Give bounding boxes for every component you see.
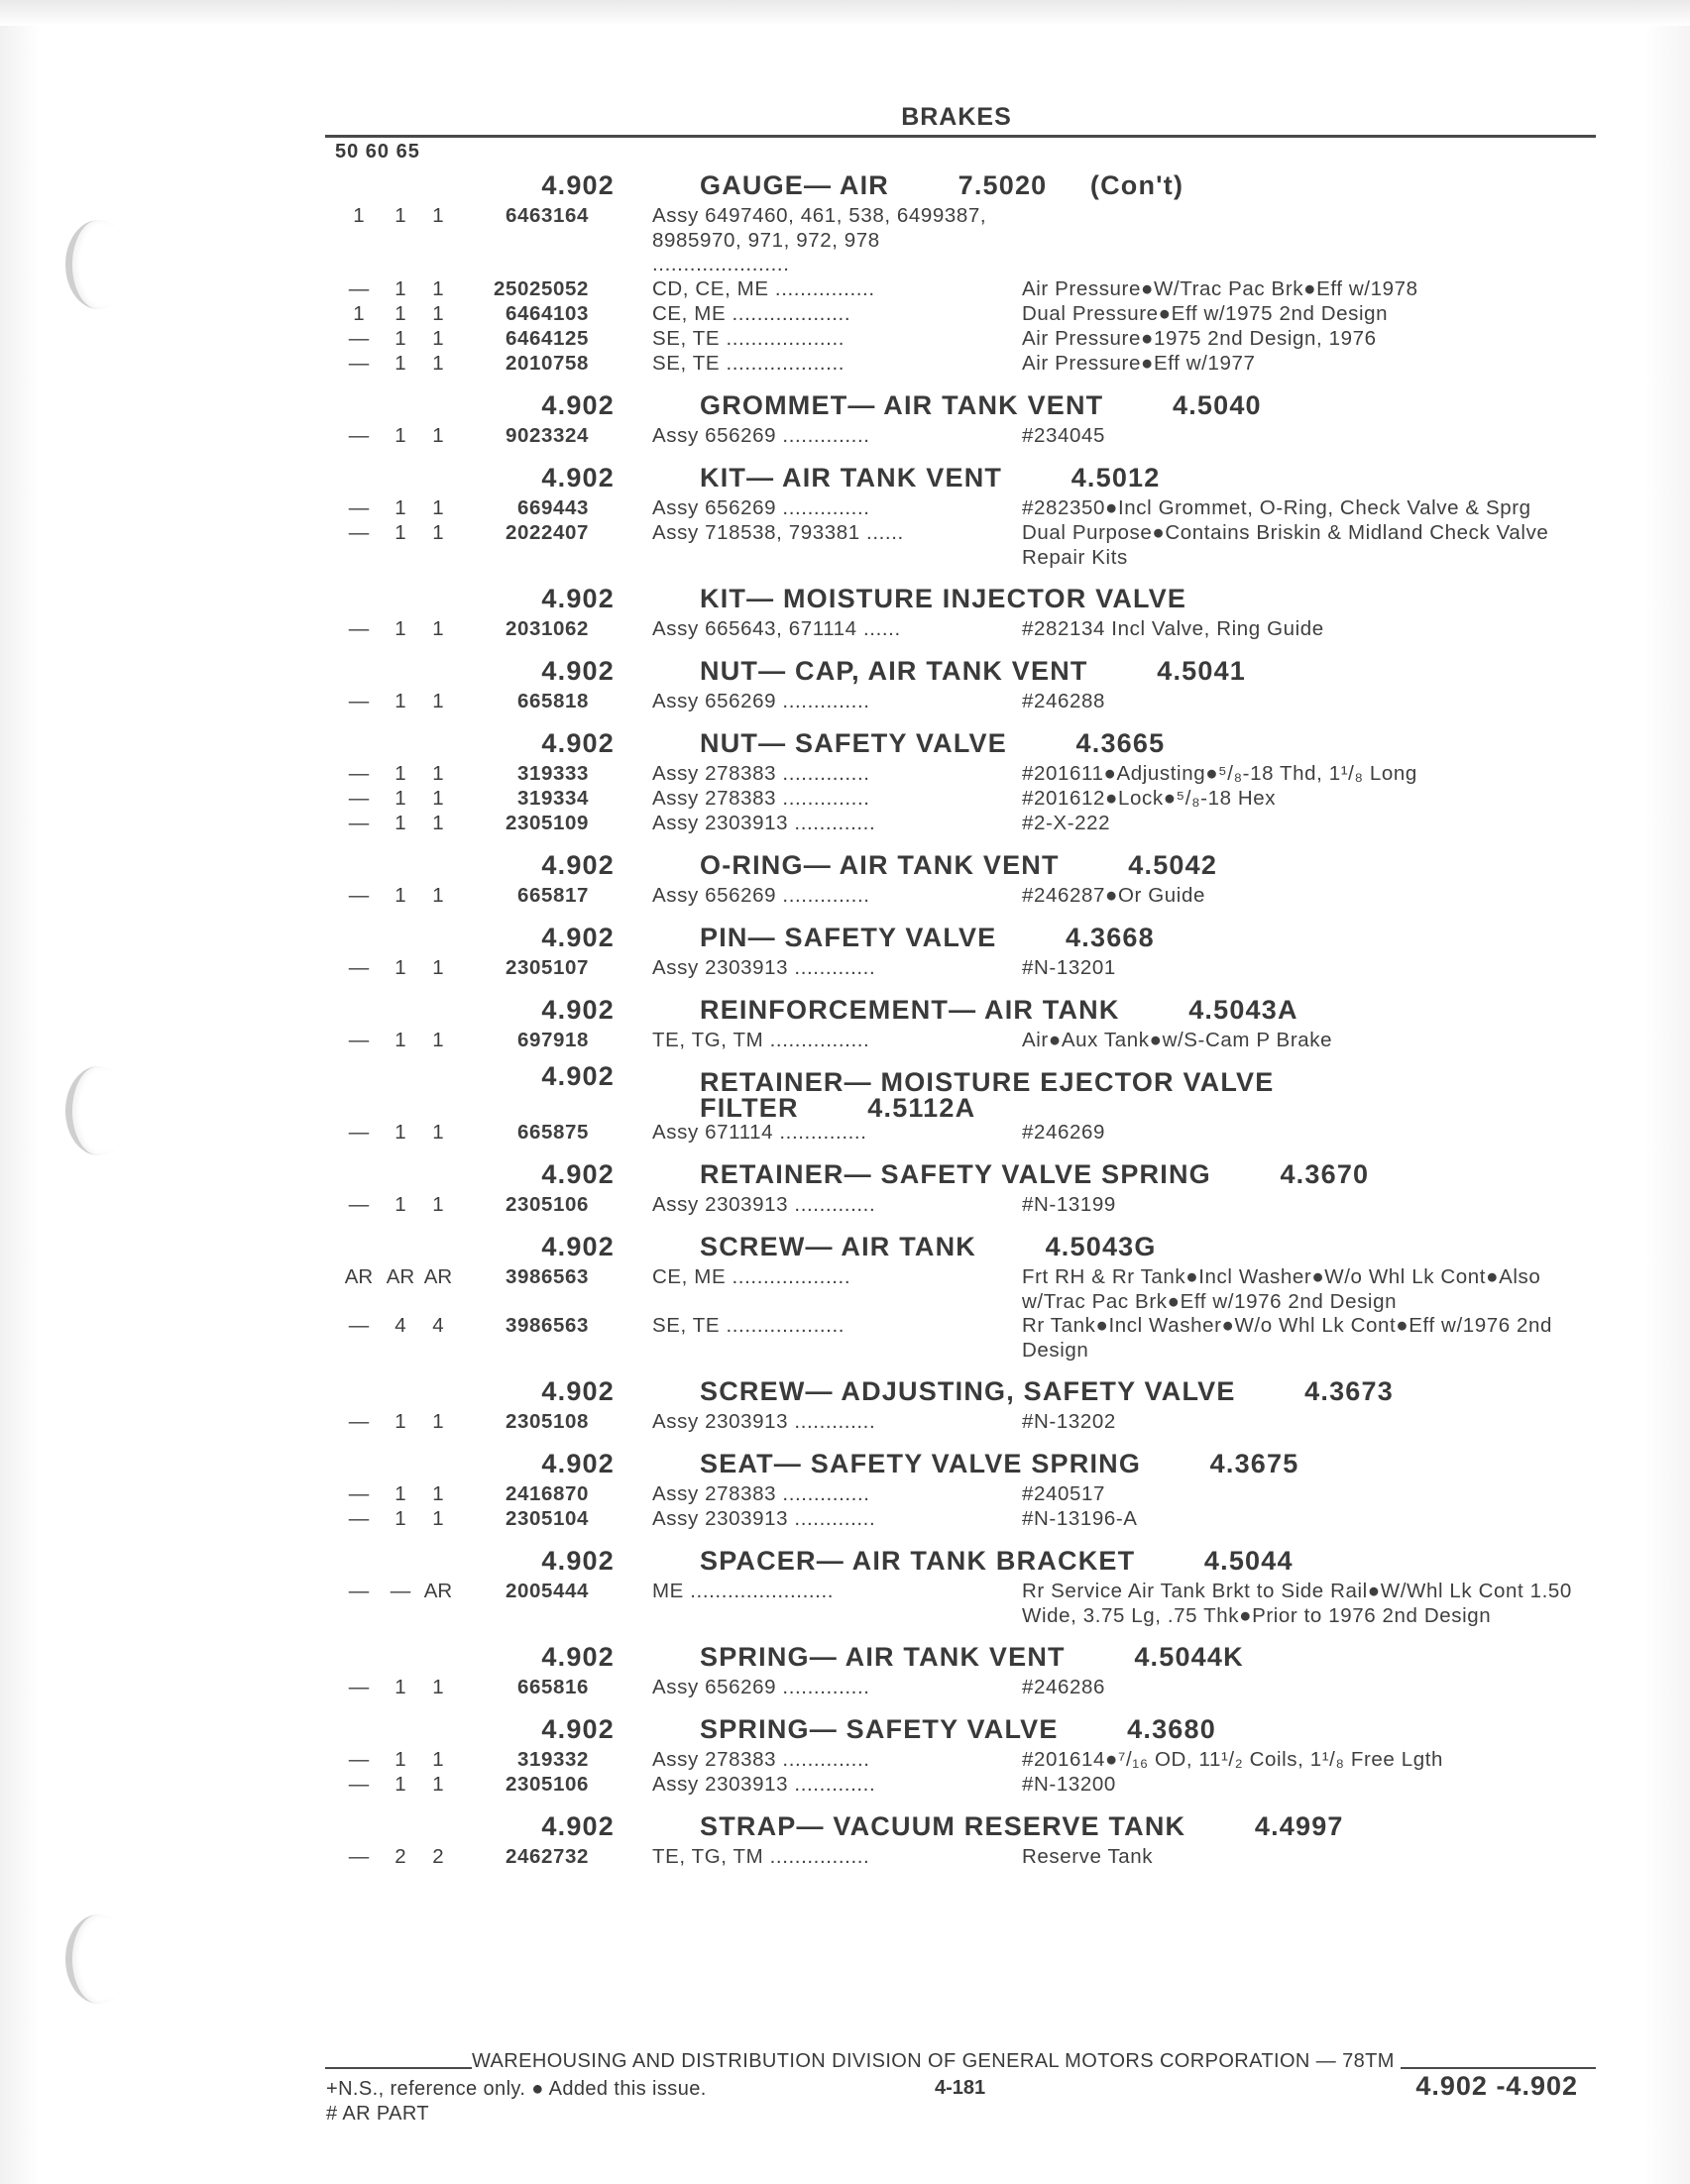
part-number: 319332 <box>516 1748 589 1771</box>
section-heading <box>0 652 1690 690</box>
qty-1960: 1 <box>394 1193 406 1216</box>
qty-1965: 1 <box>432 424 444 447</box>
section-code: 4.902 <box>541 1642 615 1672</box>
section-heading <box>0 991 1690 1029</box>
description-text: Dual Purpose●Contains Briskin & Midland Check Valve Repair Kits <box>1022 521 1549 569</box>
application-text: Assy 278383 .............. <box>652 1748 870 1771</box>
qty-1960: 1 <box>394 1748 406 1771</box>
section-code: 4.902 <box>541 1061 615 1091</box>
footer-rule-right <box>1401 2067 1596 2069</box>
part-number: 665818 <box>516 690 589 712</box>
header-rule <box>325 135 1596 138</box>
part-row <box>0 424 1690 449</box>
description-text: Air Pressure●1975 2nd Design, 1976 <box>1022 327 1377 350</box>
part-row <box>0 1193 1690 1218</box>
qty-1960: 1 <box>394 302 406 325</box>
section-title: RETAINER— MOISTURE EJECTOR VALVE FILTER 4.5112A <box>700 1067 1275 1123</box>
application-text: TE, TG, TM ................ <box>652 1029 870 1051</box>
section-code: 4.902 <box>541 923 615 952</box>
qty-1950: — <box>348 1482 370 1505</box>
application-text: TE, TG, TM ................ <box>652 1845 870 1868</box>
qty-1960: 1 <box>394 812 406 834</box>
qty-1960: 1 <box>394 617 406 640</box>
qty-1950: — <box>348 352 370 375</box>
description-text: Rr Tank●Incl Washer●W/o Whl Lk Cont●Eff w/1976 2nd Design <box>1022 1314 1553 1362</box>
application-text: Assy 656269 .............. <box>652 690 870 712</box>
application-text: Assy 6497460, 461, 538, 6499387, 8985970, 971, 972, 978 ...................... <box>652 204 993 275</box>
application-text: CE, ME ................... <box>652 302 851 325</box>
qty-1950: — <box>348 1029 370 1051</box>
part-number: 2022407 <box>505 521 589 544</box>
section-heading <box>0 1542 1690 1580</box>
description-text: #246269 <box>1022 1121 1106 1144</box>
part-number: 2031062 <box>505 617 589 640</box>
qty-1965: 1 <box>432 521 444 544</box>
part-number: 665817 <box>516 884 589 907</box>
part-row <box>0 1748 1690 1773</box>
section-title: SPACER— AIR TANK BRACKET 4.5044 <box>700 1546 1294 1576</box>
qty-1965: 1 <box>432 690 444 712</box>
section-code: 4.902 <box>541 584 615 613</box>
section-title: GAUGE— AIR 7.5020 (Con't) <box>700 170 1184 200</box>
section-code: 4.902 <box>541 1546 615 1576</box>
qty-1965: 1 <box>432 1507 444 1530</box>
part-number: 6463164 <box>505 204 589 227</box>
part-number: 2305108 <box>505 1410 589 1433</box>
section-heading <box>0 1228 1690 1265</box>
footer-note-ar: # AR PART <box>326 2103 430 2125</box>
qty-1965: 1 <box>432 1121 444 1144</box>
application-text: Assy 278383 .............. <box>652 762 870 785</box>
qty-1960: 1 <box>394 496 406 519</box>
section-title: SPRING— SAFETY VALVE 4.3680 <box>700 1714 1216 1744</box>
description-text: Air Pressure●W/Trac Pac Brk●Eff w/1978 <box>1022 277 1418 300</box>
application-text: CE, ME ................... <box>652 1265 851 1288</box>
section-heading <box>0 1807 1690 1845</box>
description-text: #246288 <box>1022 690 1106 712</box>
section-heading <box>0 1445 1690 1482</box>
footer-note-ns: +N.S., reference only. ● Added this issue. <box>326 2078 707 2100</box>
part-number: 6464125 <box>505 327 589 350</box>
qty-1950: — <box>348 1773 370 1796</box>
description-text: #282134 Incl Valve, Ring Guide <box>1022 617 1324 640</box>
qty-1965: 1 <box>432 1029 444 1051</box>
part-row <box>0 1029 1690 1053</box>
qty-1965: 1 <box>432 762 444 785</box>
part-number: 25025052 <box>493 277 589 300</box>
description-text: Air Pressure●Eff w/1977 <box>1022 352 1256 375</box>
qty-1950: — <box>348 787 370 810</box>
part-row <box>0 1507 1690 1532</box>
qty-1960: — <box>390 1580 411 1602</box>
qty-1950: — <box>348 1580 370 1602</box>
qty-1950: — <box>348 1748 370 1771</box>
qty-1960: AR <box>386 1265 415 1288</box>
qty-1950: — <box>348 1314 370 1337</box>
application-text: Assy 2303913 ............. <box>652 1773 876 1796</box>
part-number: 3986563 <box>505 1265 589 1288</box>
page-title: BRAKES <box>901 103 1012 131</box>
part-row <box>0 496 1690 521</box>
description-text: #282350●Incl Grommet, O-Ring, Check Valve & Sprg <box>1022 496 1531 519</box>
qty-1950: — <box>348 617 370 640</box>
section-code: 4.902 <box>541 1159 615 1189</box>
qty-1960: 1 <box>394 787 406 810</box>
section-title: SCREW— AIR TANK 4.5043G <box>700 1232 1157 1261</box>
description-text: #N-13196-A <box>1022 1507 1138 1530</box>
part-row <box>0 521 1690 570</box>
description-text: #N-13199 <box>1022 1193 1116 1216</box>
section-heading <box>0 459 1690 496</box>
application-text: Assy 2303913 ............. <box>652 1193 876 1216</box>
footer-division-line <box>325 2050 1596 2073</box>
description-text: Dual Pressure●Eff w/1975 2nd Design <box>1022 302 1389 325</box>
qty-1965: 1 <box>432 352 444 375</box>
description-text: #2-X-222 <box>1022 812 1111 834</box>
qty-1950: — <box>348 812 370 834</box>
section-heading <box>0 580 1690 617</box>
binder-hole-bottom <box>57 1914 119 2004</box>
description-text: Rr Service Air Tank Brkt to Side Rail●W/Whl Lk Cont 1.50 Wide, 3.75 Lg, .75 Thk●Prior to 1976 2nd Design <box>1022 1580 1572 1627</box>
description-text <box>1022 204 1577 229</box>
qty-1950: — <box>348 690 370 712</box>
qty-1965: AR <box>423 1265 453 1288</box>
qty-1965: 1 <box>432 956 444 979</box>
description-text: Air●Aux Tank●w/S-Cam P Brake <box>1022 1029 1333 1051</box>
section-title: RETAINER— SAFETY VALVE SPRING 4.3670 <box>700 1159 1370 1189</box>
section-code: 4.902 <box>541 656 615 686</box>
application-text: Assy 2303913 ............. <box>652 812 876 834</box>
section-code: 4.902 <box>541 1449 615 1478</box>
section-heading <box>0 724 1690 762</box>
section-code: 4.902 <box>541 1376 615 1406</box>
part-number: 9023324 <box>505 424 589 447</box>
qty-1960: 2 <box>394 1845 406 1868</box>
section-title: KIT— AIR TANK VENT 4.5012 <box>700 463 1161 492</box>
application-text: Assy 2303913 ............. <box>652 1410 876 1433</box>
part-row <box>0 1314 1690 1363</box>
qty-1960: 1 <box>394 352 406 375</box>
description-text: #201612●Lock●⁵/₈-18 Hex <box>1022 787 1277 810</box>
section-title: SCREW— ADJUSTING, SAFETY VALVE 4.3673 <box>700 1376 1394 1406</box>
section-title: PIN— SAFETY VALVE 4.3668 <box>700 923 1155 952</box>
qty-1960: 1 <box>394 1121 406 1144</box>
application-text: Assy 2303913 ............. <box>652 956 876 979</box>
part-row <box>0 690 1690 714</box>
qty-1960: 1 <box>394 1410 406 1433</box>
year-column-headings: 50 60 65 <box>335 141 420 163</box>
section-title: SPRING— AIR TANK VENT 4.5044K <box>700 1642 1244 1672</box>
qty-1965: 2 <box>432 1845 444 1868</box>
part-number: 2305109 <box>505 812 589 834</box>
qty-1950: — <box>348 1507 370 1530</box>
qty-1965: 1 <box>432 1410 444 1433</box>
part-row <box>0 1580 1690 1628</box>
part-row <box>0 617 1690 642</box>
part-number: 2005444 <box>505 1580 589 1602</box>
part-row <box>0 277 1690 302</box>
part-number: 319333 <box>516 762 589 785</box>
part-row <box>0 1265 1690 1314</box>
application-text: Assy 656269 .............. <box>652 884 870 907</box>
section-code: 4.902 <box>541 1714 615 1744</box>
qty-1950: — <box>348 1410 370 1433</box>
section-heading <box>0 166 1690 204</box>
qty-1950: — <box>348 762 370 785</box>
qty-1965: 1 <box>432 302 444 325</box>
section-code: 4.902 <box>541 728 615 758</box>
qty-1965: 1 <box>432 884 444 907</box>
application-text: SE, TE ................... <box>652 327 845 350</box>
part-row <box>0 302 1690 327</box>
part-row <box>0 1676 1690 1700</box>
part-number: 2305106 <box>505 1193 589 1216</box>
application-text: Assy 718538, 793381 ...... <box>652 521 904 544</box>
part-row <box>0 1410 1690 1435</box>
section-heading <box>0 919 1690 956</box>
part-row <box>0 884 1690 909</box>
qty-1965: 1 <box>432 1773 444 1796</box>
qty-1965: 1 <box>432 787 444 810</box>
application-text: Assy 2303913 ............. <box>652 1507 876 1530</box>
qty-1950: 1 <box>353 302 365 325</box>
part-row <box>0 327 1690 352</box>
qty-1960: 4 <box>394 1314 406 1337</box>
qty-1965: AR <box>423 1580 453 1602</box>
qty-1960: 1 <box>394 1676 406 1698</box>
part-number: 669443 <box>516 496 589 519</box>
part-row <box>0 204 1690 277</box>
qty-1950: — <box>348 424 370 447</box>
section-code: 4.902 <box>541 463 615 492</box>
part-number: 665816 <box>516 1676 589 1698</box>
part-row <box>0 787 1690 812</box>
page-range: 4.902 -4.902 <box>1415 2071 1578 2101</box>
qty-1960: 1 <box>394 1773 406 1796</box>
section-heading <box>0 1372 1690 1410</box>
section-heading <box>0 386 1690 424</box>
section-code: 4.902 <box>541 390 615 420</box>
part-row <box>0 352 1690 377</box>
qty-1950: — <box>348 496 370 519</box>
part-number: 2416870 <box>505 1482 589 1505</box>
section-title: GROMMET— AIR TANK VENT 4.5040 <box>700 390 1262 420</box>
page-top-shadow <box>0 0 1690 26</box>
part-row <box>0 812 1690 836</box>
qty-1950: 1 <box>353 204 365 227</box>
application-text: Assy 278383 .............. <box>652 787 870 810</box>
section-heading <box>0 1710 1690 1748</box>
description-text: #240517 <box>1022 1482 1106 1505</box>
part-number: 665875 <box>516 1121 589 1144</box>
application-text: SE, TE ................... <box>652 1314 845 1337</box>
qty-1965: 1 <box>432 617 444 640</box>
description-text: #N-13201 <box>1022 956 1116 979</box>
section-heading <box>0 1155 1690 1193</box>
part-row <box>0 1845 1690 1870</box>
part-number: 3986563 <box>505 1314 589 1337</box>
section-code: 4.902 <box>541 1232 615 1261</box>
parts-listing <box>0 166 1690 1870</box>
qty-1960: 1 <box>394 1029 406 1051</box>
application-text: Assy 278383 .............. <box>652 1482 870 1505</box>
qty-1960: 1 <box>394 521 406 544</box>
section-title: NUT— SAFETY VALVE 4.3665 <box>700 728 1166 758</box>
part-row <box>0 1121 1690 1146</box>
qty-1960: 1 <box>394 424 406 447</box>
qty-1960: 1 <box>394 1507 406 1530</box>
section-heading <box>0 1063 1690 1121</box>
part-number: 2305104 <box>505 1507 589 1530</box>
part-row <box>0 1773 1690 1798</box>
qty-1960: 1 <box>394 956 406 979</box>
qty-1965: 1 <box>432 812 444 834</box>
qty-1960: 1 <box>394 327 406 350</box>
section-title: O-RING— AIR TANK VENT 4.5042 <box>700 850 1218 880</box>
section-title: REINFORCEMENT— AIR TANK 4.5043A <box>700 995 1298 1025</box>
qty-1950: — <box>348 956 370 979</box>
section-code: 4.902 <box>541 1811 615 1841</box>
application-text: Assy 671114 .............. <box>652 1121 867 1144</box>
section-heading <box>0 846 1690 884</box>
description-text: #N-13202 <box>1022 1410 1116 1433</box>
qty-1965: 1 <box>432 204 444 227</box>
qty-1960: 1 <box>394 1482 406 1505</box>
description-text: #246287●Or Guide <box>1022 884 1205 907</box>
description-text: #N-13200 <box>1022 1773 1116 1796</box>
section-title: STRAP— VACUUM RESERVE TANK 4.4997 <box>700 1811 1344 1841</box>
qty-1965: 1 <box>432 277 444 300</box>
part-row <box>0 956 1690 981</box>
part-number: 2010758 <box>505 352 589 375</box>
part-number: 2305106 <box>505 1773 589 1796</box>
qty-1960: 1 <box>394 204 406 227</box>
qty-1950: — <box>348 277 370 300</box>
qty-1965: 1 <box>432 1676 444 1698</box>
application-text: Assy 665643, 671114 ...... <box>652 617 901 640</box>
part-row <box>0 762 1690 787</box>
application-text: Assy 656269 .............. <box>652 496 870 519</box>
application-text: SE, TE ................... <box>652 352 845 375</box>
qty-1960: 1 <box>394 690 406 712</box>
section-title: NUT— CAP, AIR TANK VENT 4.5041 <box>700 656 1247 686</box>
section-title: KIT— MOISTURE INJECTOR VALVE <box>700 584 1187 613</box>
section-heading <box>0 1638 1690 1676</box>
application-text: CD, CE, ME ................ <box>652 277 875 300</box>
description-text: #201611●Adjusting●⁵/₈-18 Thd, 1¹/₈ Long <box>1022 762 1417 785</box>
section-code: 4.902 <box>541 850 615 880</box>
section-title: SEAT— SAFETY VALVE SPRING 4.3675 <box>700 1449 1299 1478</box>
application-text: Assy 656269 .............. <box>652 1676 870 1698</box>
part-number: 697918 <box>516 1029 589 1051</box>
qty-1950: AR <box>344 1265 374 1288</box>
qty-1965: 1 <box>432 496 444 519</box>
qty-1965: 1 <box>432 1748 444 1771</box>
qty-1950: — <box>348 1193 370 1216</box>
description-text: #234045 <box>1022 424 1106 447</box>
qty-1965: 1 <box>432 327 444 350</box>
qty-1960: 1 <box>394 277 406 300</box>
qty-1960: 1 <box>394 762 406 785</box>
description-text: #201614●⁷/₁₆ OD, 11¹/₂ Coils, 1¹/₈ Free Lgth <box>1022 1748 1443 1771</box>
application-text: ME ....................... <box>652 1580 835 1602</box>
qty-1950: — <box>348 1121 370 1144</box>
section-code: 4.902 <box>541 995 615 1025</box>
part-number: 6464103 <box>505 302 589 325</box>
qty-1950: — <box>348 1676 370 1698</box>
section-code: 4.902 <box>541 170 615 200</box>
description-text: #246286 <box>1022 1676 1106 1698</box>
qty-1965: 1 <box>432 1482 444 1505</box>
qty-1960: 1 <box>394 884 406 907</box>
qty-1965: 1 <box>432 1193 444 1216</box>
qty-1950: — <box>348 1845 370 1868</box>
application-text: Assy 656269 .............. <box>652 424 870 447</box>
footer-division-text: WAREHOUSING AND DISTRIBUTION DIVISION OF GENERAL MOTORS CORPORATION — 78TM <box>472 2050 1395 2072</box>
description-text: Frt RH & Rr Tank●Incl Washer●W/o Whl Lk Cont●Also w/Trac Pac Brk●Eff w/1976 2nd Design <box>1022 1265 1541 1313</box>
part-number: 319334 <box>516 787 589 810</box>
qty-1950: — <box>348 521 370 544</box>
footer-notes <box>326 2077 707 2127</box>
qty-1965: 4 <box>432 1314 444 1337</box>
part-number: 2462732 <box>505 1845 589 1868</box>
page-number: 4-181 <box>935 2077 986 2099</box>
description-text: Reserve Tank <box>1022 1845 1154 1868</box>
qty-1950: — <box>348 884 370 907</box>
qty-1950: — <box>348 327 370 350</box>
footer-rule-left <box>325 2067 472 2069</box>
part-number: 2305107 <box>505 956 589 979</box>
part-row <box>0 1482 1690 1507</box>
